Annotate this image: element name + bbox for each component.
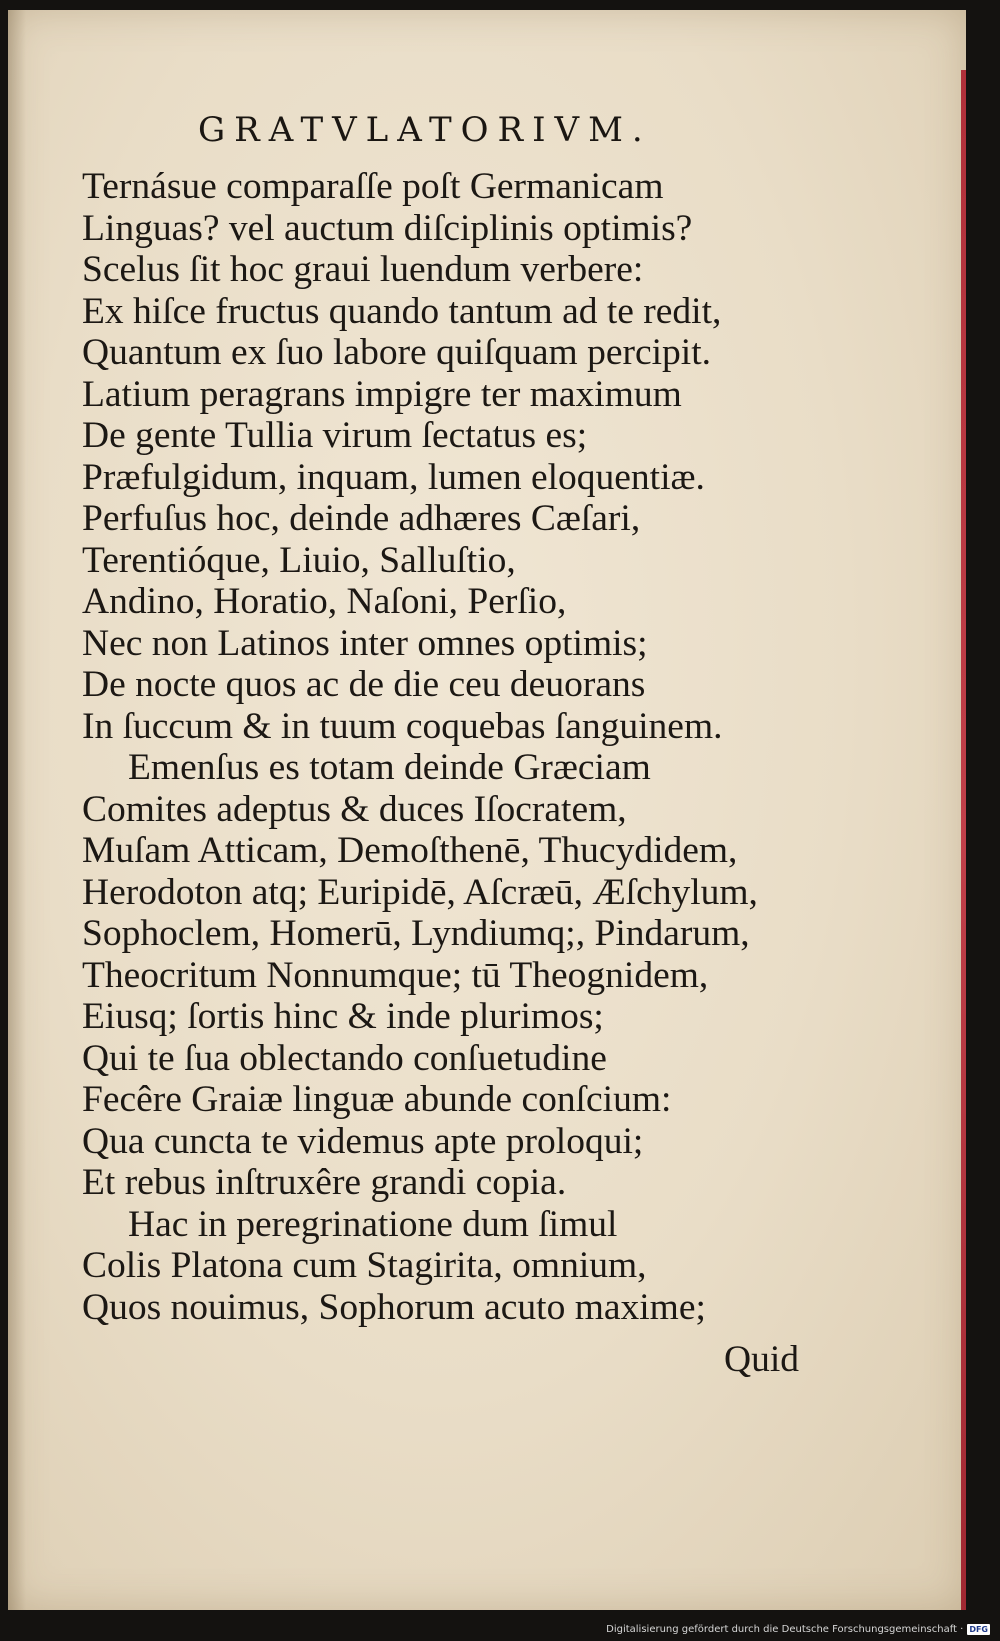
verse-line: Hac in peregrinatione dum ſimul xyxy=(128,1203,618,1245)
verse-text xyxy=(82,166,842,1328)
verse-line: Perfuſus hoc, deinde adhæres Cæſari, xyxy=(82,498,641,539)
verse-line: Eiusq; ſortis hinc & inde plurimos; xyxy=(82,996,604,1037)
verse-line: Scelus ſit hoc graui luendum verbere: xyxy=(82,249,644,290)
verse-line: Et rebus inſtruxêre grandi copia. xyxy=(82,1162,567,1203)
verse-line: Comites adeptus & duces Iſocratem, xyxy=(82,788,627,830)
verse-line: Fecêre Graiæ linguæ abunde conſcium: xyxy=(82,1079,672,1120)
verse-line: De nocte quos ac de die ceu deuorans xyxy=(82,664,646,705)
verse-line: Nec non Latinos inter omnes optimis; xyxy=(82,622,648,664)
book-page xyxy=(8,10,966,1610)
verse-line: Qua cuncta te videmus apte proloqui; xyxy=(82,1120,644,1162)
catchword: Quid xyxy=(724,1339,799,1380)
verse-line: Quos nouimus, Sophorum acuto maxime; xyxy=(82,1286,706,1328)
verse-line: Muſam Atticam, Demoſthenē, Thucydidem, xyxy=(82,830,738,871)
verse-line: Terentióque, Liuio, Salluſtio, xyxy=(82,539,516,581)
verse-line: Emenſus es totam deinde Græciam xyxy=(128,747,651,788)
verse-line: Sophoclem, Homerū, Lyndiumq;, Pindarum, xyxy=(82,913,750,954)
running-head: GRATVLATORIVM. xyxy=(198,110,652,150)
verse-line: Theocritum Nonnumque; tū Theognidem, xyxy=(82,954,709,996)
digitization-credit xyxy=(606,1624,990,1635)
verse-line: In ſuccum & in tuum coquebas ſanguinem. xyxy=(82,705,723,747)
verse-line: Ex hiſce fructus quando tantum ad te redit, xyxy=(82,290,722,332)
verse-line: Linguas? vel auctum diſciplinis optimis? xyxy=(82,207,693,249)
credit-text: Digitalisierung gefördert durch die Deutsche Forschungsgemeinschaft · xyxy=(606,1624,964,1635)
dfg-logo: DFG xyxy=(969,1625,988,1634)
verse-line: De gente Tullia virum ſectatus es; xyxy=(82,415,588,456)
verse-line: Quantum ex ſuo labore quiſquam percipit. xyxy=(82,332,712,373)
verse-line: Colis Platona cum Stagirita, omnium, xyxy=(82,1245,647,1286)
gutter-shadow xyxy=(8,10,26,1610)
verse-line: Herodoton atq; Euripidē, Aſcræū, Æſchylum, xyxy=(82,871,758,913)
red-page-edge xyxy=(961,70,966,1610)
verse-line: Præfulgidum, inquam, lumen eloquentiæ. xyxy=(82,456,705,498)
verse-line: Andino, Horatio, Naſoni, Perſio, xyxy=(82,581,567,622)
verse-line: Ternásue comparaſſe poſt Germanicam xyxy=(82,166,664,207)
verse-line: Latium peragrans impigre ter maximum xyxy=(82,373,682,415)
verse-line: Qui te ſua oblectando conſuetudine xyxy=(82,1037,607,1079)
